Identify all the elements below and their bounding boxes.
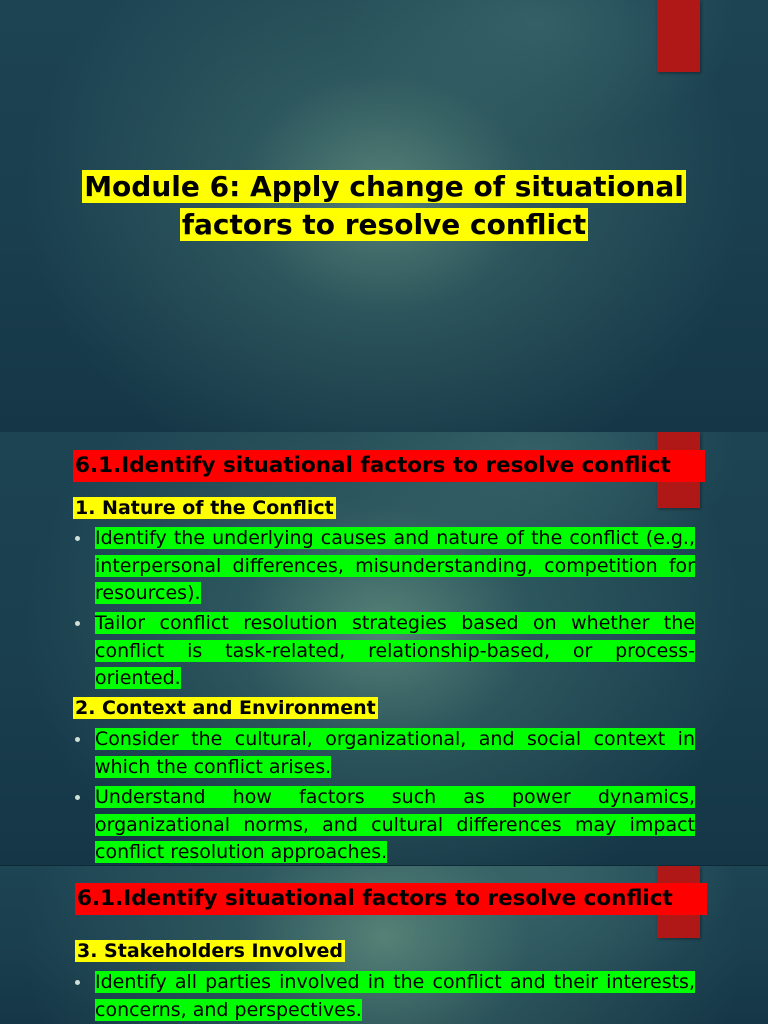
section-title: 6.1.Identify situational factors to resolve conflict	[73, 450, 705, 482]
slide-3	[0, 866, 768, 1024]
subsection-heading: 1. Nature of the Conflict	[75, 497, 334, 519]
module-title-line-1: Module 6: Apply change of situational	[84, 170, 684, 203]
module-title	[0, 168, 768, 244]
bullet-dot-icon	[75, 980, 80, 985]
bullet-dot-icon	[75, 621, 80, 626]
bullet-dot-icon	[75, 795, 80, 800]
bullet-dot-icon	[75, 536, 80, 541]
bullet-item: Identify all parties involved in the conflict and their interests, concerns, and perspectives.	[95, 969, 695, 1024]
bullet-dot-icon	[75, 737, 80, 742]
accent-tab	[657, 0, 700, 72]
slide-2	[0, 432, 768, 866]
bullet-item: Tailor conflict resolution strategies based on whether the conflict is task-related, relationship-based, or process-oriented.	[95, 610, 695, 693]
subsection-heading: 2. Context and Environment	[75, 697, 376, 719]
slide-1	[0, 0, 768, 432]
section-title: 6.1.Identify situational factors to resolve conflict	[75, 883, 707, 915]
module-title-line-2: factors to resolve conflict	[181, 208, 587, 241]
bullet-item: Understand how factors such as power dynamics, organizational norms, and cultural differences may impact conflict resolution approaches.	[95, 784, 695, 866]
subsection-heading: 3. Stakeholders Involved	[77, 940, 343, 962]
bullet-item: Consider the cultural, organizational, and social context in which the conflict arises.	[95, 726, 695, 781]
bullet-item: Identify the underlying causes and nature of the conflict (e.g., interpersonal differences, misunderstanding, competition for resources).	[95, 525, 695, 608]
